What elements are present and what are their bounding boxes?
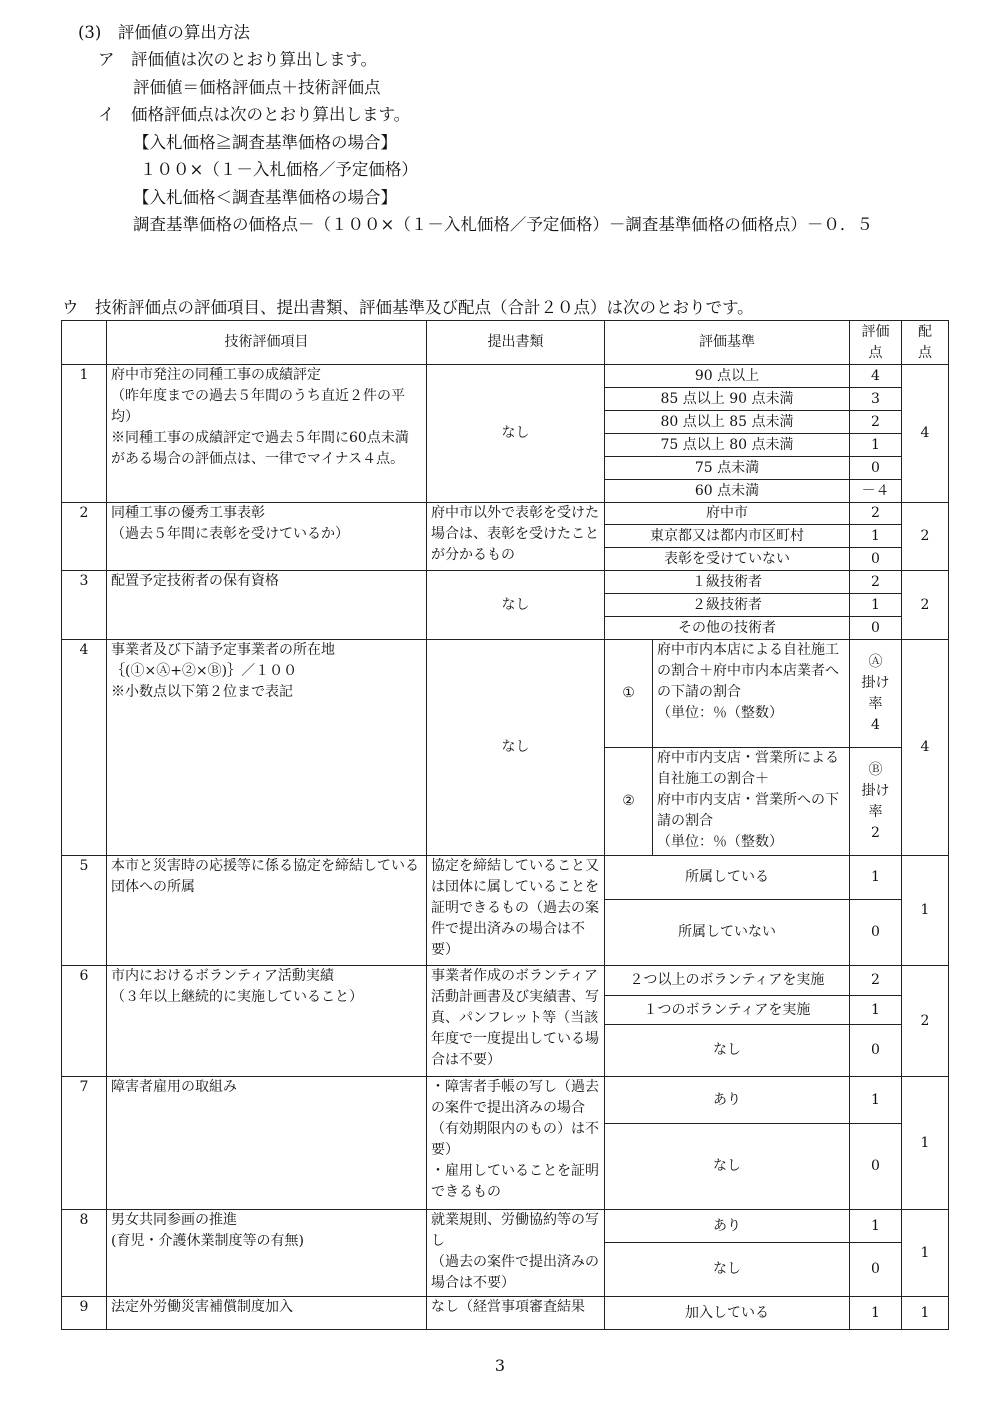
submission-docs: 就業規則、労働協約等の写し （過去の案件で提出済みの場合は不要）	[427, 1210, 605, 1297]
row-number: 2	[62, 503, 107, 571]
criteria-label: 75 点未満	[605, 457, 850, 480]
criteria-score: 1	[850, 1077, 902, 1124]
criteria-score: 0	[850, 457, 902, 480]
criteria-score: 1	[850, 525, 902, 548]
criteria-score: 2	[850, 571, 902, 594]
row-number: 3	[62, 571, 107, 640]
criteria-score: 1	[850, 1297, 902, 1330]
criteria-label: 府中市	[605, 503, 850, 525]
criteria-label: 加入している	[605, 1297, 850, 1330]
criteria-score: 2	[850, 966, 902, 996]
criteria-label: その他の技術者	[605, 617, 850, 640]
formula-case-2: 調査基準価格の価格点－（１００×（１－入札価格／予定価格）－調査基準価格の価格点）－０．５	[133, 215, 873, 234]
table-row	[62, 1077, 949, 1124]
formula-case-1: １００×（１－入札価格／予定価格）	[140, 160, 418, 179]
header-criteria: 評価基準	[605, 321, 850, 365]
row-number: 5	[62, 856, 107, 966]
table-row	[62, 571, 949, 594]
eval-item: 同種工事の優秀工事表彰 （過去５年間に表彰を受けているか）	[107, 503, 427, 571]
submission-docs: 協定を締結していること又は団体に属していることを証明できるもの（過去の案件で提出済みの場合は不要）	[427, 856, 605, 966]
row-number: 4	[62, 640, 107, 856]
submission-docs: ・障害者手帳の写し（過去の案件で提出済みの場合（有効期限内のもの）は不要） ・雇用していることを証明できるもの	[427, 1077, 605, 1210]
table-row	[62, 640, 949, 748]
criteria-label: あり	[605, 1210, 850, 1243]
header-docs: 提出書類	[427, 321, 605, 365]
table-row	[62, 966, 949, 996]
evaluation-table-body	[62, 321, 949, 1330]
row-number: 9	[62, 1297, 107, 1330]
criteria-score: 0	[850, 617, 902, 640]
allocated-points: 2	[902, 503, 949, 571]
formula-total: 評価値＝価格評価点＋技術評価点	[133, 78, 381, 97]
criteria-score: 0	[850, 900, 902, 966]
row-number: 1	[62, 365, 107, 503]
criteria-label: なし	[605, 1025, 850, 1077]
table-row	[62, 503, 949, 525]
table-header-row	[62, 321, 949, 365]
criteria-label: 東京都又は都内市区町村	[605, 525, 850, 548]
eval-item: 本市と災害時の応援等に係る協定を締結している団体への所属	[107, 856, 427, 966]
criteria-label: 所属していない	[605, 900, 850, 966]
allocated-points: 1	[902, 1210, 949, 1297]
allocated-points: 1	[902, 1077, 949, 1210]
criteria-score: 1	[850, 996, 902, 1025]
criteria-label: 60 点未満	[605, 480, 850, 503]
criteria-score: 1	[850, 434, 902, 457]
eval-item: 府中市発注の同種工事の成績評定 （昨年度までの過去５年間のうち直近２件の平均） ※同種工事の成績評定で過去５年間に60点未満がある場合の評価点は、一律でマイナス４点。	[107, 365, 427, 503]
criteria-score: －４	[850, 480, 902, 503]
eval-item: 男女共同参画の推進 (育児・介護休業制度等の有無)	[107, 1210, 427, 1297]
criteria-label: 90 点以上	[605, 365, 850, 388]
row-number: 6	[62, 966, 107, 1077]
criteria-score: 0	[850, 1243, 902, 1297]
criteria-label: なし	[605, 1124, 850, 1210]
criteria-label: なし	[605, 1243, 850, 1297]
submission-docs: なし	[427, 640, 605, 856]
table-row	[62, 856, 949, 900]
allocated-points: 1	[902, 1297, 949, 1330]
submission-docs: なし（経営事項審査結果	[427, 1297, 605, 1330]
eval-item: 法定外労働災害補償制度加入	[107, 1297, 427, 1330]
section-heading: (3) 評価値の算出方法	[78, 23, 250, 42]
row-number: 8	[62, 1210, 107, 1297]
criteria-score: 2	[850, 503, 902, 525]
header-item: 技術評価項目	[107, 321, 427, 365]
eval-item: 配置予定技術者の保有資格	[107, 571, 427, 640]
criteria-score: 0	[850, 548, 902, 571]
criteria-label: １級技術者	[605, 571, 850, 594]
table-row	[62, 1297, 949, 1330]
criteria-score: 2	[850, 411, 902, 434]
row-number: 7	[62, 1077, 107, 1210]
intro-line-a: ア 評価値は次のとおり算出します。	[98, 50, 378, 69]
criteria-score: 0	[850, 1025, 902, 1077]
submission-docs: なし	[427, 571, 605, 640]
criteria-score: 0	[850, 1124, 902, 1210]
allocated-points: 2	[902, 966, 949, 1077]
intro-line-i: イ 価格評価点は次のとおり算出します。	[98, 105, 411, 124]
eval-item: 市内におけるボランティア活動実績 （３年以上継続的に実施していること）	[107, 966, 427, 1077]
criteria-label: 85 点以上 90 点未満	[605, 388, 850, 411]
eval-item: 事業者及び下請予定事業者の所在地 ｛(①×Ⓐ+②×Ⓑ)｝／１００ ※小数点以下第２位まで表記	[107, 640, 427, 856]
table-caption: ウ 技術評価点の評価項目、提出書類、評価基準及び配点（合計２０点）は次のとおりです。	[62, 298, 754, 317]
criteria-label: 表彰を受けていない	[605, 548, 850, 571]
page-number: 3	[494, 1356, 506, 1375]
criteria-score: 1	[850, 856, 902, 900]
eval-item: 障害者雇用の取組み	[107, 1077, 427, 1210]
criteria-label: 80 点以上 85 点未満	[605, 411, 850, 434]
criteria-score: Ⓑ 掛け 率 2	[850, 748, 902, 856]
allocated-points: 1	[902, 856, 949, 966]
case-label-1: 【入札価格≧調査基準価格の場合】	[133, 133, 397, 152]
header-no	[62, 321, 107, 365]
criteria-label: 75 点以上 80 点未満	[605, 434, 850, 457]
criteria-label: あり	[605, 1077, 850, 1124]
criteria-label: 府中市内本店による自社施工の割合＋府中市内本店業者への下請の割合 （単位：％（整数）	[653, 640, 850, 748]
allocated-points: 4	[902, 365, 949, 503]
table-row	[62, 365, 949, 388]
header-alloc: 配 点	[902, 321, 949, 365]
submission-docs: なし	[427, 365, 605, 503]
allocated-points: 2	[902, 571, 949, 640]
submission-docs: 府中市以外で表彰を受けた場合は、表彰を受けたことが分かるもの	[427, 503, 605, 571]
allocated-points: 4	[902, 640, 949, 856]
criteria-label: ２つ以上のボランティアを実施	[605, 966, 850, 996]
header-score: 評価 点	[850, 321, 902, 365]
criteria-label: 所属している	[605, 856, 850, 900]
table-row	[62, 1210, 949, 1243]
criteria-score: 1	[850, 594, 902, 617]
criteria-mark: ①	[605, 640, 653, 748]
criteria-score: Ⓐ 掛け 率 4	[850, 640, 902, 748]
criteria-score: 1	[850, 1210, 902, 1243]
criteria-label: 府中市内支店・営業所による自社施工の割合＋ 府中市内支店・営業所への下請の割合 （単位：％（整数）	[653, 748, 850, 856]
criteria-score: 3	[850, 388, 902, 411]
submission-docs: 事業者作成のボランティア活動計画書及び実績書、写真、パンフレット等（当該年度で一度提出している場合は不要）	[427, 966, 605, 1077]
evaluation-table	[61, 320, 949, 1330]
case-label-2: 【入札価格＜調査基準価格の場合】	[133, 188, 397, 207]
criteria-score: 4	[850, 365, 902, 388]
criteria-label: ２級技術者	[605, 594, 850, 617]
criteria-label: １つのボランティアを実施	[605, 996, 850, 1025]
criteria-mark: ②	[605, 748, 653, 856]
